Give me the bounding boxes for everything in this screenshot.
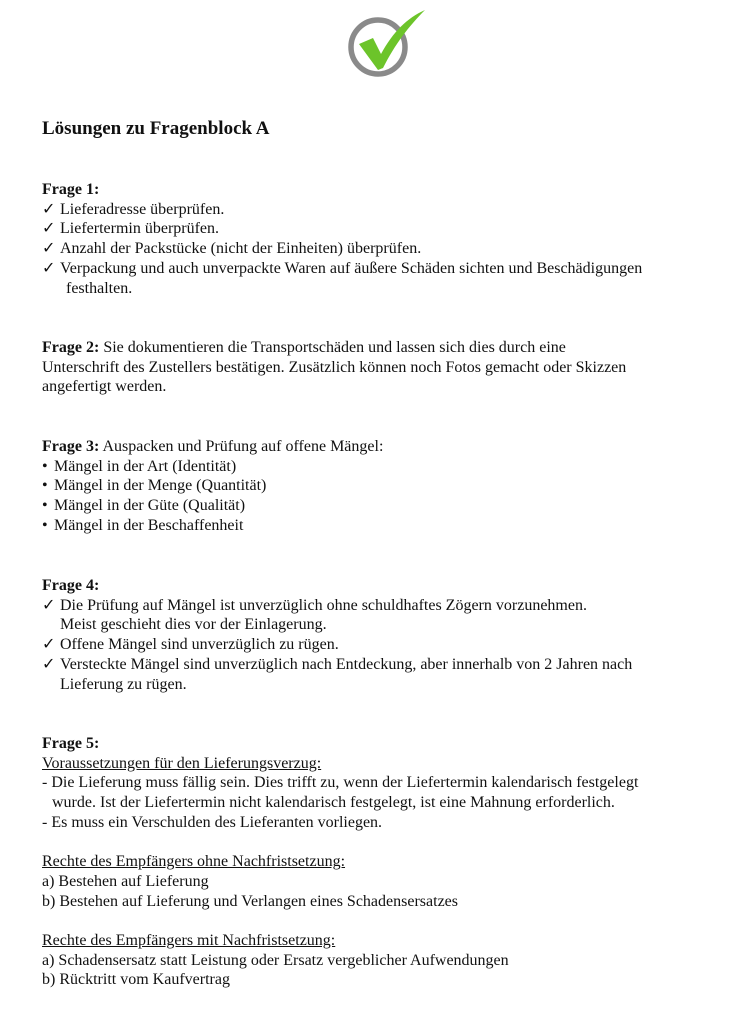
list-item: a) Bestehen auf Lieferung [42, 872, 209, 890]
list-item: ✓ Verpackung und auch unverpackte Waren auf äußere Schäden sichten und Beschädigungen [42, 259, 643, 277]
question-3-intro: Auspacken und Prüfung auf offene Mängel: [102, 438, 384, 455]
spacer [42, 911, 722, 931]
list-item: • Mängel in der Menge (Quantität) [42, 477, 267, 495]
checkmark-icon: ✓ [42, 220, 56, 238]
question-2-label: Frage 2: [42, 339, 100, 356]
list-item: ✓ Offene Mängel sind unverzüglich zu rügen. [42, 636, 339, 654]
list-item: • Mängel in der Güte (Qualität) [42, 497, 246, 515]
question-2 [42, 338, 722, 397]
section-heading: Voraussetzungen für den Lieferungsverzug: [42, 754, 322, 772]
list-item: ✓ Liefertermin überprüfen. [42, 220, 220, 238]
paragraph-line: Sie dokumentieren die Transportschäden und lassen sich dies durch eine [103, 339, 566, 356]
bullet-icon: • [42, 477, 48, 495]
paragraph-line: - Es muss ein Verschulden des Lieferanten vorliegen. [42, 813, 383, 831]
checkmark-icon: ✓ [42, 200, 56, 218]
list-item: ✓ Versteckte Mängel sind unverzüglich nach Entdeckung, aber innerhalb von 2 Jahren nach [42, 655, 633, 673]
list-item: ✓ Lieferadresse überprüfen. [42, 200, 225, 218]
spacer [42, 833, 722, 853]
list-item-continuation: Lieferung zu rügen. [60, 675, 187, 693]
question-4-label: Frage 4: [42, 577, 100, 594]
question-1 [42, 180, 722, 298]
question-3 [42, 437, 722, 536]
checkmark-icon: ✓ [42, 259, 56, 277]
paragraph-line: angefertigt werden. [42, 378, 167, 396]
checkmark-icon: ✓ [42, 655, 56, 673]
question-3-label: Frage 3: [42, 438, 100, 455]
list-item: a) Schadensersatz statt Leistung oder Ersatz vergeblicher Aufwendungen [42, 951, 509, 969]
checkmark-icon: ✓ [42, 636, 56, 654]
list-item-continuation: festhalten. [66, 279, 133, 297]
paragraph-line: Unterschrift des Zustellers bestätigen. Zusätzlich können noch Fotos gemacht oder Skizzen [42, 358, 627, 376]
question-5-label: Frage 5: [42, 735, 100, 752]
list-item: ✓ Anzahl der Packstücke (nicht der Einheiten) überprüfen. [42, 240, 422, 258]
question-4 [42, 576, 722, 694]
section-heading: Rechte des Empfängers ohne Nachfristsetzung: [42, 853, 346, 871]
list-item: • Mängel in der Beschaffenheit [42, 516, 244, 534]
bullet-icon: • [42, 457, 48, 475]
checkmark-icon: ✓ [42, 596, 56, 614]
check-circle-icon [345, 8, 429, 78]
list-item: ✓ Die Prüfung auf Mängel ist unverzüglich ohne schuldhaftes Zögern vorzunehmen. [42, 596, 587, 614]
paragraph-line: wurde. Ist der Liefertermin nicht kalendarisch festgelegt, ist eine Mahnung erforderlich. [52, 794, 615, 812]
section-heading: Rechte des Empfängers mit Nachfristsetzung: [42, 932, 336, 949]
checkmark-icon: ✓ [42, 240, 56, 258]
list-item: • Mängel in der Art (Identität) [42, 457, 237, 475]
paragraph-line: - Die Lieferung muss fällig sein. Dies trifft zu, wenn der Liefertermin kalendarisch festgelegt [42, 774, 639, 792]
list-item: b) Bestehen auf Lieferung und Verlangen eines Schadensersatzes [42, 892, 458, 910]
bullet-icon: • [42, 497, 48, 515]
list-item: b) Rücktritt vom Kaufvertrag [42, 971, 230, 989]
list-item-continuation: Meist geschieht dies vor der Einlagerung. [60, 616, 327, 634]
page-title: Lösungen zu Fragenblock A [42, 118, 270, 139]
question-1-label: Frage 1: [42, 181, 100, 198]
question-5 [42, 734, 722, 990]
bullet-icon: • [42, 516, 48, 534]
